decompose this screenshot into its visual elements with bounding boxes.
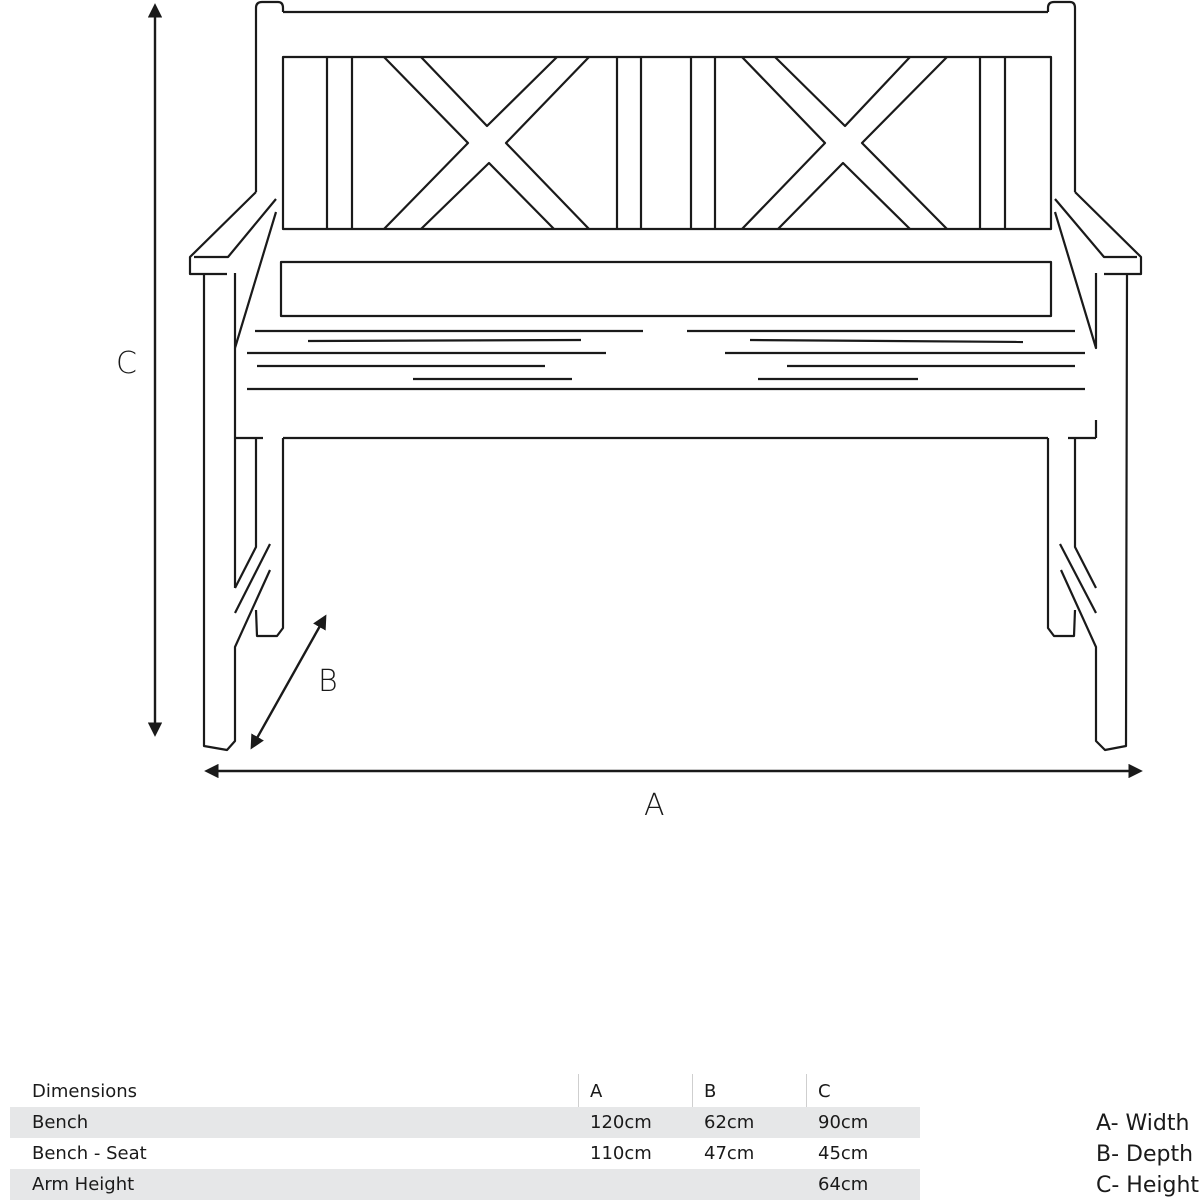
dimension-label-c: C	[116, 346, 137, 381]
legend-width: A- Width	[1096, 1111, 1190, 1136]
dimension-label-b: B	[318, 664, 338, 699]
header-b: B	[704, 1081, 717, 1102]
row-name: Bench - Seat	[32, 1143, 147, 1164]
dimension-legend	[1096, 1108, 1199, 1201]
row-name: Bench	[32, 1112, 89, 1133]
row-name: Arm Height	[32, 1174, 135, 1195]
header-dimensions: Dimensions	[32, 1081, 138, 1102]
left-back-post	[256, 2, 283, 192]
table-row	[10, 1138, 920, 1169]
row-value-c: 45cm	[818, 1143, 869, 1164]
left-armrest	[190, 192, 256, 274]
table-row	[10, 1169, 920, 1200]
row-value-c: 90cm	[818, 1112, 869, 1133]
row-value-a: 120cm	[590, 1112, 652, 1133]
table-row	[10, 1107, 920, 1138]
row-value-b: 62cm	[704, 1112, 755, 1133]
row-value-a: 110cm	[590, 1143, 652, 1164]
row-value-b: 47cm	[704, 1143, 755, 1164]
table-header-row	[10, 1076, 920, 1107]
header-c: C	[818, 1081, 831, 1102]
row-value-c: 64cm	[818, 1174, 869, 1195]
dimensions-table	[10, 1076, 920, 1200]
back-panel	[283, 57, 1051, 229]
legend-height: C- Height	[1096, 1173, 1200, 1198]
dimension-label-a: A	[644, 788, 665, 823]
lower-back-rail	[281, 262, 1051, 316]
header-a: A	[590, 1081, 603, 1102]
legend-depth: B- Depth	[1096, 1142, 1194, 1167]
